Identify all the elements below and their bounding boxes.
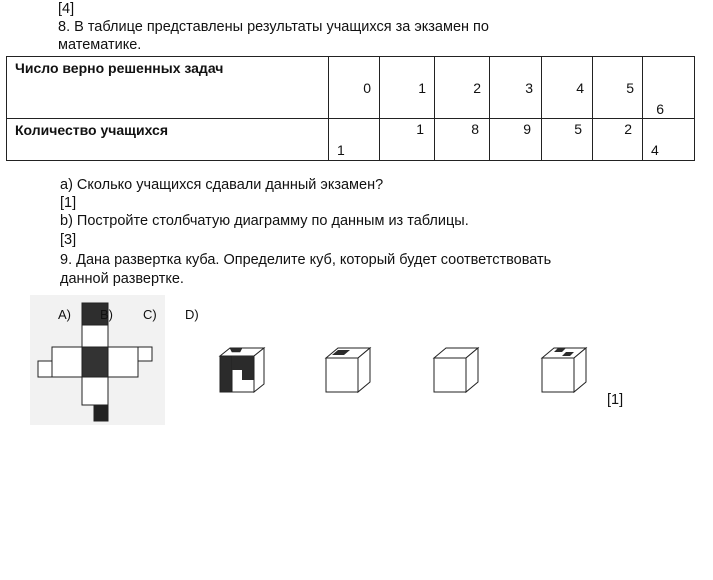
- table-cell: 4: [643, 119, 695, 161]
- task9-title-line2: данной развертке.: [60, 271, 184, 287]
- table-cell: 5: [593, 57, 643, 119]
- table-cell: 6: [643, 57, 695, 119]
- table-cell: 8: [435, 119, 490, 161]
- cube-b-figure: [324, 346, 374, 394]
- table-cell: 1: [380, 57, 435, 119]
- option-a-label: A): [58, 307, 71, 322]
- table-row: [7, 119, 695, 161]
- table-cell: 2: [593, 119, 643, 161]
- previous-score: [4]: [58, 1, 75, 17]
- table-cell: 9: [490, 119, 542, 161]
- option-c-label: C): [143, 307, 157, 322]
- cube-a-figure: [218, 346, 268, 394]
- table-cell: 2: [435, 57, 490, 119]
- table-cell: 3: [490, 57, 542, 119]
- score-a: [1]: [60, 195, 77, 211]
- task9-title-line1: 9. Дана развертка куба. Определите куб, который будет соответствовать: [60, 252, 552, 268]
- table-cell: 5: [542, 119, 593, 161]
- cube-d-figure: [540, 346, 590, 394]
- row-label-students: Количество учащихся: [7, 119, 329, 161]
- cube-c-figure: [432, 346, 482, 394]
- table-cell: 0: [329, 57, 380, 119]
- results-table: [6, 56, 695, 161]
- option-b-label: B): [100, 307, 113, 322]
- table-cell: 1: [329, 119, 380, 161]
- option-d-label: D): [185, 307, 199, 322]
- table-row: [7, 57, 695, 119]
- table-cell: 4: [542, 57, 593, 119]
- question-b: b) Постройте столбчатую диаграмму по данным из таблицы.: [60, 213, 469, 229]
- question-a: a) Сколько учащихся сдавали данный экзамен?: [60, 177, 384, 193]
- task8-title-line2: математике.: [58, 37, 142, 53]
- row-label-tasks: Число верно решенных задач: [7, 57, 329, 119]
- task9-score: [1]: [607, 392, 624, 408]
- score-b: [3]: [60, 232, 77, 248]
- table-cell: 1: [380, 119, 435, 161]
- task8-title-line1: 8. В таблице представлены результаты учащихся за экзамен по: [58, 19, 489, 35]
